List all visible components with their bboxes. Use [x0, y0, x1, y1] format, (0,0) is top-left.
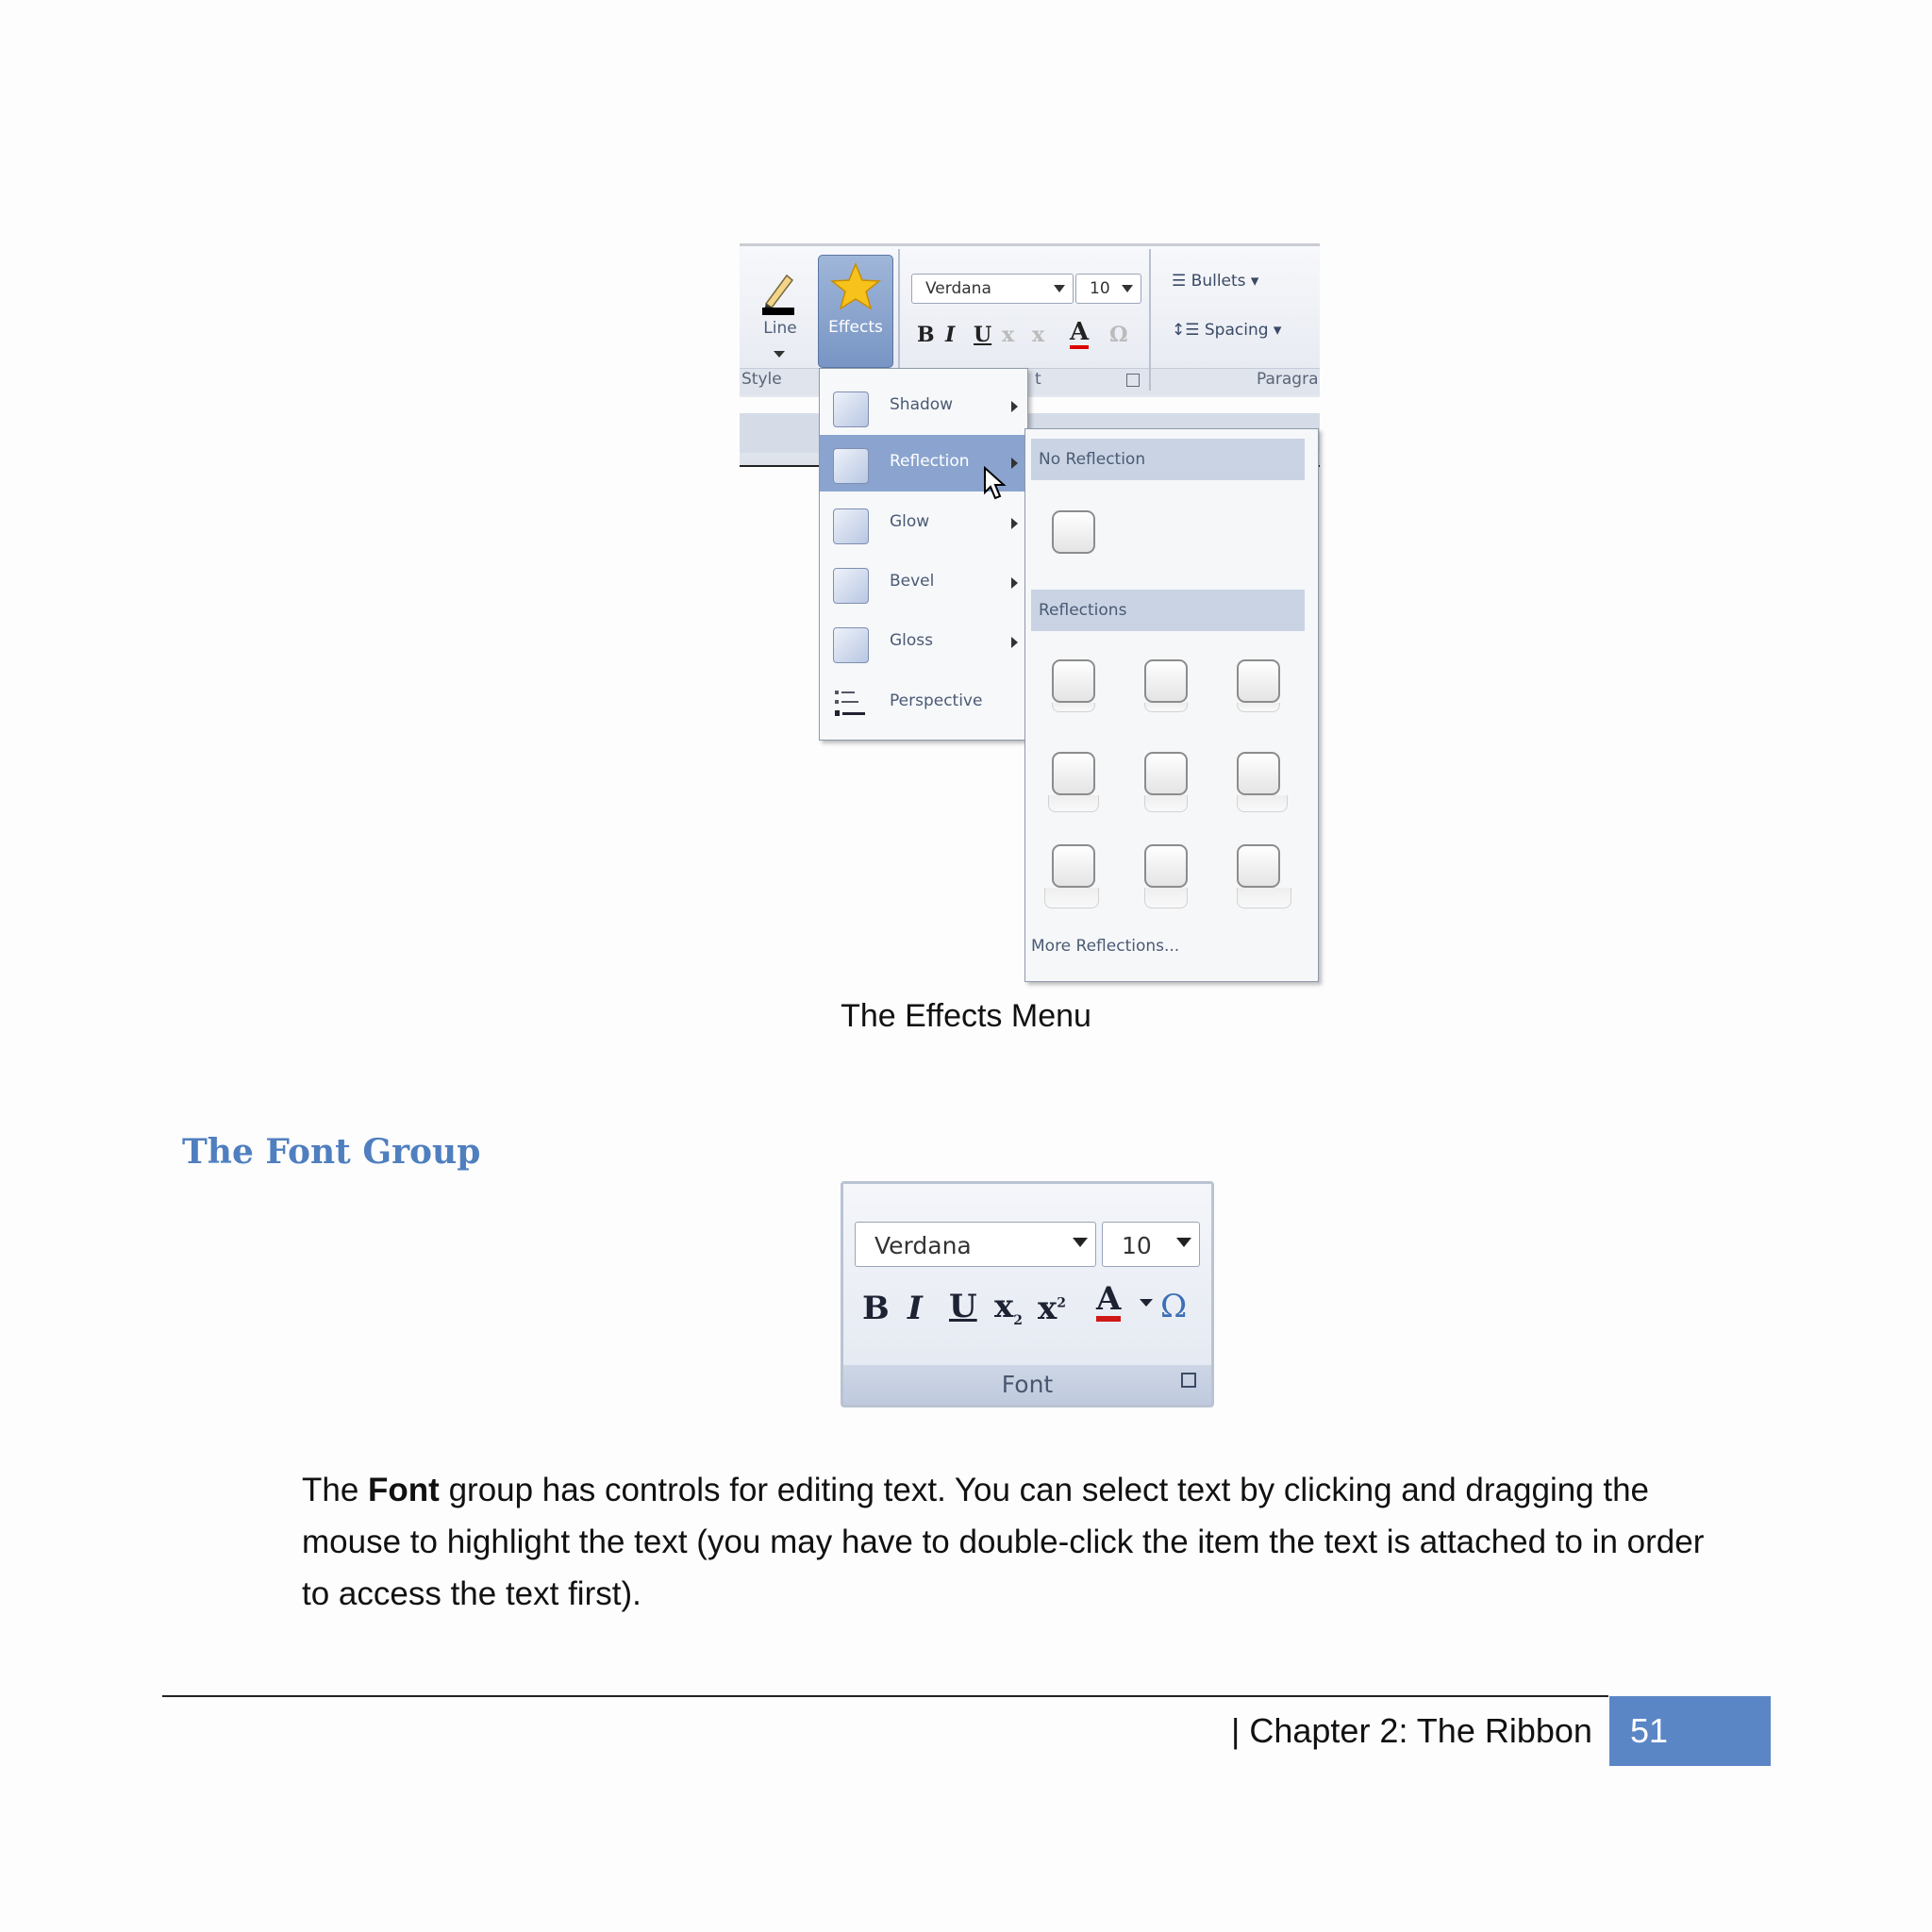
bold-icon[interactable]: B: [862, 1290, 890, 1327]
reflection-preview: [1048, 795, 1099, 812]
bullets-button[interactable]: ☰ Bullets ▾: [1172, 272, 1259, 291]
menu-item-gloss[interactable]: [820, 614, 1027, 671]
font-name-value: Verdana: [925, 279, 991, 298]
font-name-combo[interactable]: [911, 274, 1074, 304]
no-reflection-option[interactable]: [1052, 510, 1095, 554]
shadow-icon: [833, 391, 869, 427]
reflection-option[interactable]: [1144, 844, 1188, 888]
perspective-icon: [833, 688, 867, 726]
menu-item-perspective[interactable]: [820, 675, 1027, 731]
footer-chapter-title: | Chapter 2: The Ribbon: [1231, 1711, 1592, 1750]
effects-menu-figure: [740, 243, 1320, 986]
submenu-arrow-icon: [1011, 401, 1018, 412]
font-color-icon[interactable]: A: [1070, 319, 1089, 349]
line-button-label[interactable]: Line: [763, 319, 797, 338]
star-icon: [830, 261, 881, 317]
font-size-value: 10: [1122, 1232, 1152, 1259]
reflection-option[interactable]: [1237, 659, 1280, 703]
group-separator: [1149, 249, 1151, 391]
submenu-arrow-icon: [1011, 518, 1018, 529]
paragraph-bold-term: Font: [368, 1472, 440, 1508]
spacing-button[interactable]: ↕☰ Spacing ▾: [1172, 321, 1282, 340]
reflection-preview: [1144, 795, 1188, 812]
glow-icon: [833, 508, 869, 544]
symbol-icon[interactable]: Ω: [1109, 323, 1128, 347]
submenu-arrow-icon: [1011, 458, 1018, 469]
font-size-combo[interactable]: [1075, 274, 1141, 304]
underline-icon[interactable]: U: [974, 323, 992, 347]
mouse-cursor-icon: [983, 466, 1008, 505]
reflection-preview: [1144, 703, 1188, 712]
font-name-value: Verdana: [874, 1232, 972, 1259]
font-group-figure: [841, 1181, 1214, 1407]
section-heading: The Font Group: [182, 1132, 481, 1172]
font-color-icon[interactable]: A: [1096, 1282, 1121, 1322]
font-size-value: 10: [1090, 279, 1110, 298]
underline-icon[interactable]: U: [949, 1288, 977, 1325]
submenu-arrow-icon: [1011, 577, 1018, 589]
paragraph-group-label: Paragra: [1257, 370, 1319, 389]
reflection-option[interactable]: [1052, 752, 1095, 795]
spacing-label: Spacing: [1204, 321, 1269, 340]
bevel-icon: [833, 568, 869, 604]
effects-button[interactable]: [818, 255, 893, 368]
italic-icon[interactable]: I: [945, 323, 956, 347]
subscript-icon[interactable]: $x_2$: [994, 1288, 1024, 1328]
reflections-header: Reflections: [1031, 590, 1305, 631]
gloss-icon: [833, 627, 869, 663]
figure-caption: The Effects Menu: [841, 998, 1091, 1034]
effects-dropdown-menu: [819, 368, 1028, 741]
menu-item-label: Reflection: [890, 452, 970, 471]
reflection-option[interactable]: [1237, 752, 1280, 795]
reflection-preview: [1237, 888, 1291, 908]
chevron-down-icon[interactable]: [1140, 1299, 1153, 1307]
menu-item-shadow[interactable]: [820, 378, 1027, 435]
no-reflection-header: No Reflection: [1031, 439, 1305, 480]
footer-rule: [162, 1695, 1608, 1697]
superscript-icon[interactable]: $x^2$: [1038, 1290, 1067, 1327]
font-group-label: Font: [843, 1365, 1211, 1405]
reflection-preview: [1052, 703, 1095, 712]
reflection-option[interactable]: [1237, 844, 1280, 888]
submenu-arrow-icon: [1011, 637, 1018, 648]
reflection-option[interactable]: [1052, 659, 1095, 703]
font-group-label: t: [1035, 370, 1041, 389]
dialog-launcher-icon[interactable]: [1126, 374, 1140, 387]
paragraph-text: group has controls for editing text. You can select text by clicking and dragging the mouse to highlight the text (you may have to double-click the item the text is attached to in order to access the text first).: [302, 1472, 1705, 1612]
reflection-option[interactable]: [1052, 844, 1095, 888]
font-name-combo[interactable]: [855, 1222, 1096, 1267]
body-paragraph: [302, 1464, 1717, 1620]
menu-item-bevel[interactable]: [820, 555, 1027, 611]
subscript-icon[interactable]: x: [1002, 323, 1015, 347]
reflection-submenu: [1024, 428, 1319, 982]
reflection-preview: [1144, 888, 1188, 908]
menu-item-label: Shadow: [890, 395, 954, 414]
menu-item-label: Bevel: [890, 572, 935, 591]
reflection-preview: [1237, 703, 1280, 712]
reflection-icon: [833, 448, 869, 484]
bullets-label: Bullets: [1191, 272, 1246, 291]
reflection-option[interactable]: [1144, 752, 1188, 795]
dialog-launcher-icon[interactable]: [1181, 1373, 1196, 1388]
bold-icon[interactable]: B: [917, 323, 935, 347]
chevron-down-icon[interactable]: [774, 351, 785, 358]
style-group-label: Style: [741, 370, 782, 389]
menu-item-label: Perspective: [890, 691, 983, 710]
pencil-icon: [758, 270, 796, 315]
paragraph-text: The: [302, 1472, 369, 1508]
effects-button-label: Effects: [828, 318, 883, 337]
superscript-icon[interactable]: x: [1032, 323, 1045, 347]
reflection-preview: [1044, 888, 1099, 908]
font-size-combo[interactable]: [1102, 1222, 1200, 1267]
menu-item-label: Glow: [890, 512, 930, 531]
page-number: 51: [1630, 1711, 1669, 1750]
reflection-preview: [1237, 795, 1288, 812]
reflection-option[interactable]: [1144, 659, 1188, 703]
italic-icon[interactable]: I: [908, 1290, 923, 1327]
menu-item-label: Gloss: [890, 631, 934, 650]
symbol-icon[interactable]: Ω: [1160, 1288, 1188, 1325]
more-reflections-link[interactable]: More Reflections...: [1031, 937, 1180, 956]
